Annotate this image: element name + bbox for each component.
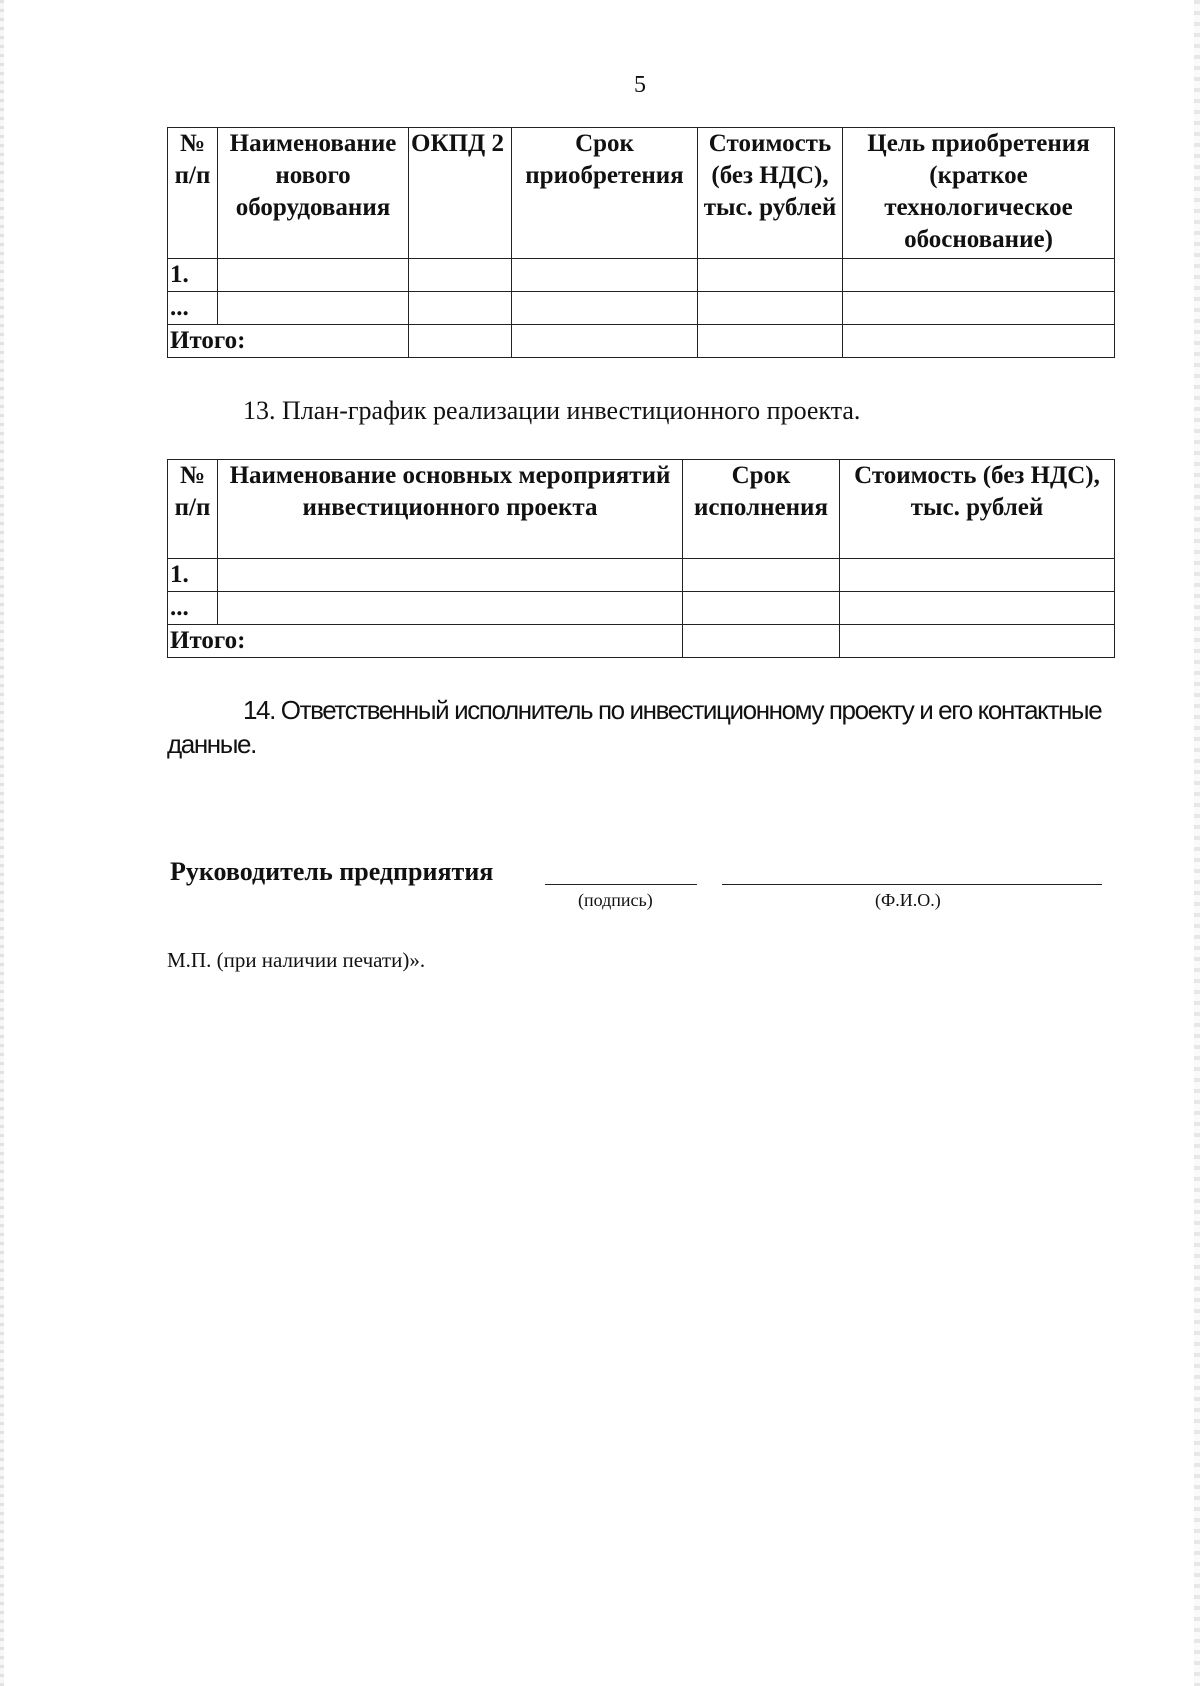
row-number-cell: ... <box>168 592 218 625</box>
row-number-cell: ... <box>168 292 218 325</box>
header-cell-cost: Стоимость (без НДС), тыс. рублей <box>698 128 843 259</box>
table-cell <box>698 259 843 292</box>
section-14-text: 14. Ответственный исполнитель по инвестиционному проекту и его контактные данные. <box>167 695 1102 759</box>
header-cell-equipment-name: Наименование нового оборудования <box>218 128 409 259</box>
header-cell-number: № п/п <box>168 128 218 259</box>
table-total-row <box>168 325 1115 358</box>
table-cell <box>843 325 1115 358</box>
full-name-line <box>722 884 1102 885</box>
section-14-paragraph <box>167 693 1114 761</box>
table-total-row <box>168 625 1115 658</box>
signer-title: Руководитель предприятия <box>170 857 494 886</box>
scan-left-edge <box>0 0 4 1686</box>
total-label: Итого: <box>168 325 409 358</box>
table-cell <box>218 259 409 292</box>
table-header-row <box>168 128 1115 259</box>
header-cell-purpose: Цель приобретения (краткое технологическое обоснование) <box>843 128 1115 259</box>
table-cell <box>409 259 512 292</box>
plan-table <box>167 459 1115 658</box>
header-cell-deadline: Срок исполнения <box>683 460 840 559</box>
stamp-note: М.П. (при наличии печати)». <box>167 948 426 972</box>
table-cell <box>512 292 698 325</box>
header-cell-activities: Наименование основных мероприятий инвестиционного проекта <box>218 460 683 559</box>
table-cell <box>409 292 512 325</box>
signature-caption: (подпись) <box>578 890 653 910</box>
table-cell <box>218 592 683 625</box>
row-number-cell: 1. <box>168 259 218 292</box>
table-cell <box>698 292 843 325</box>
scan-right-edge <box>1194 0 1200 1686</box>
header-cell-okpd2: ОКПД 2 <box>409 128 512 259</box>
table-row <box>168 259 1115 292</box>
section-13-heading: 13. План-график реализации инвестиционного проекта. <box>243 396 861 425</box>
signature-line <box>545 884 697 885</box>
table-row <box>168 559 1115 592</box>
header-cell-purchase-term: Срок приобретения <box>512 128 698 259</box>
table-row <box>168 292 1115 325</box>
table-cell <box>512 325 698 358</box>
full-name-caption: (Ф.И.О.) <box>875 890 941 910</box>
table-row <box>168 592 1115 625</box>
table-cell <box>698 325 843 358</box>
table-cell <box>683 625 840 658</box>
total-label: Итого: <box>168 625 683 658</box>
table-cell <box>512 259 698 292</box>
table-cell <box>843 292 1115 325</box>
table-cell <box>409 325 512 358</box>
row-number-cell: 1. <box>168 559 218 592</box>
table-cell <box>843 259 1115 292</box>
header-cell-cost: Стоимость (без НДС), тыс. рублей <box>840 460 1115 559</box>
page-number: 5 <box>634 72 646 98</box>
table-cell <box>218 559 683 592</box>
header-cell-number: № п/п <box>168 460 218 559</box>
table-cell <box>683 559 840 592</box>
table-cell <box>840 592 1115 625</box>
table-cell <box>218 292 409 325</box>
table-cell <box>840 559 1115 592</box>
table-header-row <box>168 460 1115 559</box>
table-cell <box>840 625 1115 658</box>
equipment-table <box>167 127 1115 358</box>
table-cell <box>683 592 840 625</box>
